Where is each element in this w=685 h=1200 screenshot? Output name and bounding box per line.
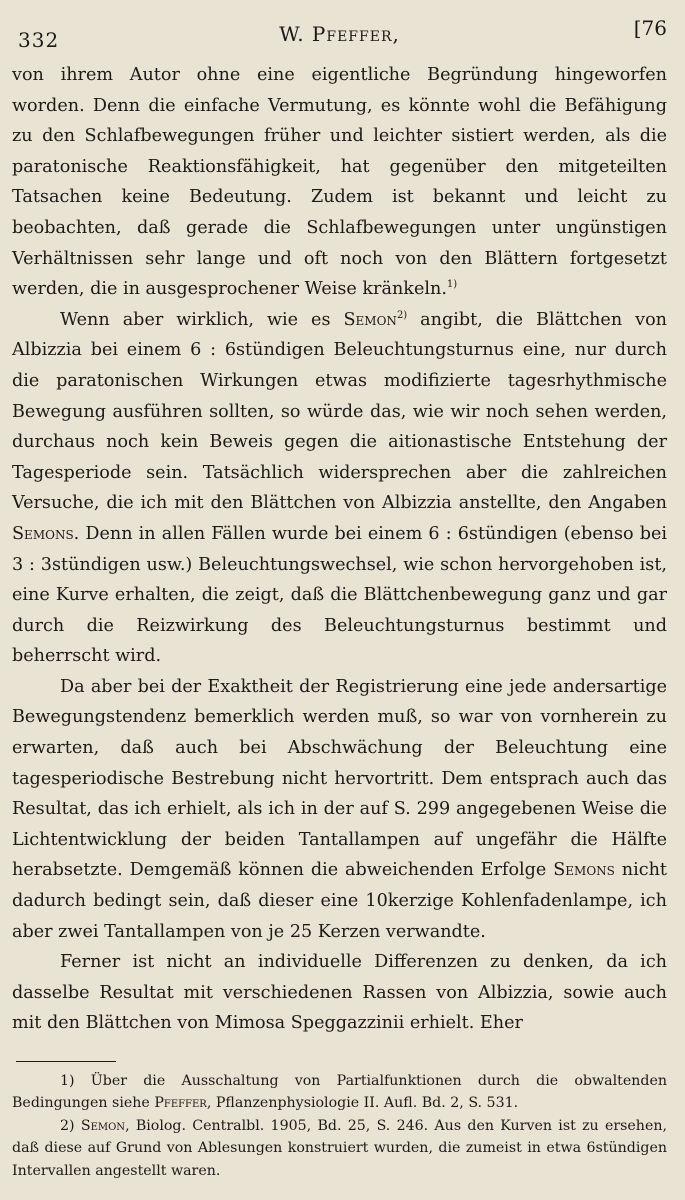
author-name: Semons (553, 860, 615, 881)
running-title: W. Pfeffer, (279, 22, 400, 46)
footnotes (12, 1070, 667, 1182)
text-run: Da aber bei der Exaktheit der Registrierung eine jede andersartige Bewegungstendenz bemerklich werden muß, so war von vornherein zu erwarten, daß auch bei Abschwächung der Beleuchtung eine tagesperiodische Bestrebung nicht hervortritt. Dem entsprach auch das Resultat, das ich erhielt, als ich in der auf S. 299 angegebenen Weise die Lichtentwicklung der beiden Tantallampen auf ungefähr die Hälfte herabsetzte. Demgemäß können die abweichenden Erfolge (12, 676, 667, 881)
page-header (12, 14, 667, 58)
author-name: Semon (343, 309, 397, 330)
author-name: Semon (80, 1117, 126, 1134)
text-run: nicht dadurch bedingt sein, daß dieser eine 10kerzige Kohlenfadenlampe, ich aber zwei Tantallampen von je 25 Kerzen verwandte. (12, 860, 667, 942)
page-number: 332 (18, 28, 60, 52)
text-run: , Pflanzenphysiologie II. Aufl. Bd. 2, S. 531. (206, 1095, 519, 1112)
text-run: Wenn aber wirklich, wie es (60, 309, 344, 330)
text-run: 1) Über die Ausschaltung von Partialfunktionen durch die obwaltenden Bedingungen siehe (12, 1073, 667, 1112)
text-run: von ihrem Autor ohne eine eigentliche Begründung hingeworfen worden. Denn die einfache Vermutung, es könnte wohl die Befähigung zu den Schlafbewegungen früher und leichter sistiert werden, als die paratonische Reaktionsfähigkeit, hat gegenüber den mitgeteilten Tatsachen keine Bedeutung. Zudem ist bekannt und leicht zu beobachten, daß gerade die Schlafbewegungen unter ungünstigen Verhältnissen sehr lange und oft noch von den Blättern fortgesetzt werden, die in ausgesprochener Weise kränkeln. (12, 65, 667, 300)
footnote-divider (16, 1061, 116, 1062)
text-run: , Biolog. Centralbl. 1905, Bd. 25, S. 246. Aus den Kurven ist zu ersehen, daß diese auf Grund von Ablesungen konstruiert wurden, die zumeist in etwa 6stündigen Intervallen angestellt waren. (12, 1117, 667, 1179)
body-text (12, 60, 667, 1039)
text-run: 2) (60, 1117, 81, 1134)
footnote (12, 1115, 667, 1182)
original-page-marker: [76 (633, 16, 667, 40)
text-run: angibt, die Blättchen von Albizzia bei einem 6 : 6stündigen Beleuchtungsturnus eine, nur durch die paratonischen Wirkungen etwas modifizierte tagesrhythmische Bewegung ausführen sollten, so würde das, wie wir noch sehen werden, durchaus noch kein Beweis gegen die aitionastische Entstehung der Tagesperiode sein. Tatsächlich widersprechen aber die zahlreichen Versuche, die ich mit den Blättchen von Albizzia anstellte, den Angaben (12, 309, 667, 514)
footnote (12, 1070, 667, 1115)
author-name: Semons (12, 523, 74, 544)
footnote-marker: 1) (446, 279, 458, 291)
paragraph (12, 947, 667, 1039)
text-run: Ferner ist nicht an individuelle Differenzen zu denken, da ich dasselbe Resultat mit verschiedenen Rassen von Albizzia, sowie auch mit den Blättchen von Mimosa Speggazzinii erhielt. Eher (12, 952, 667, 1034)
author-name: Pfeffer (154, 1095, 207, 1112)
paragraph (12, 305, 667, 672)
text-run: . Denn in allen Fällen wurde bei einem 6 : 6stündigen (ebenso bei 3 : 3stündigen usw.) Beleuchtungswechsel, wie schon hervorgehoben ist, eine Kurve erhalten, die zeigt, daß die Blättchenbewegung ganz und gar durch die Reizwirkung des Beleuchtungsturnus bestimmt und beherrscht wird. (12, 523, 667, 667)
paragraph (12, 672, 667, 947)
footnote-marker: 2) (396, 309, 408, 321)
paragraph (12, 60, 667, 305)
